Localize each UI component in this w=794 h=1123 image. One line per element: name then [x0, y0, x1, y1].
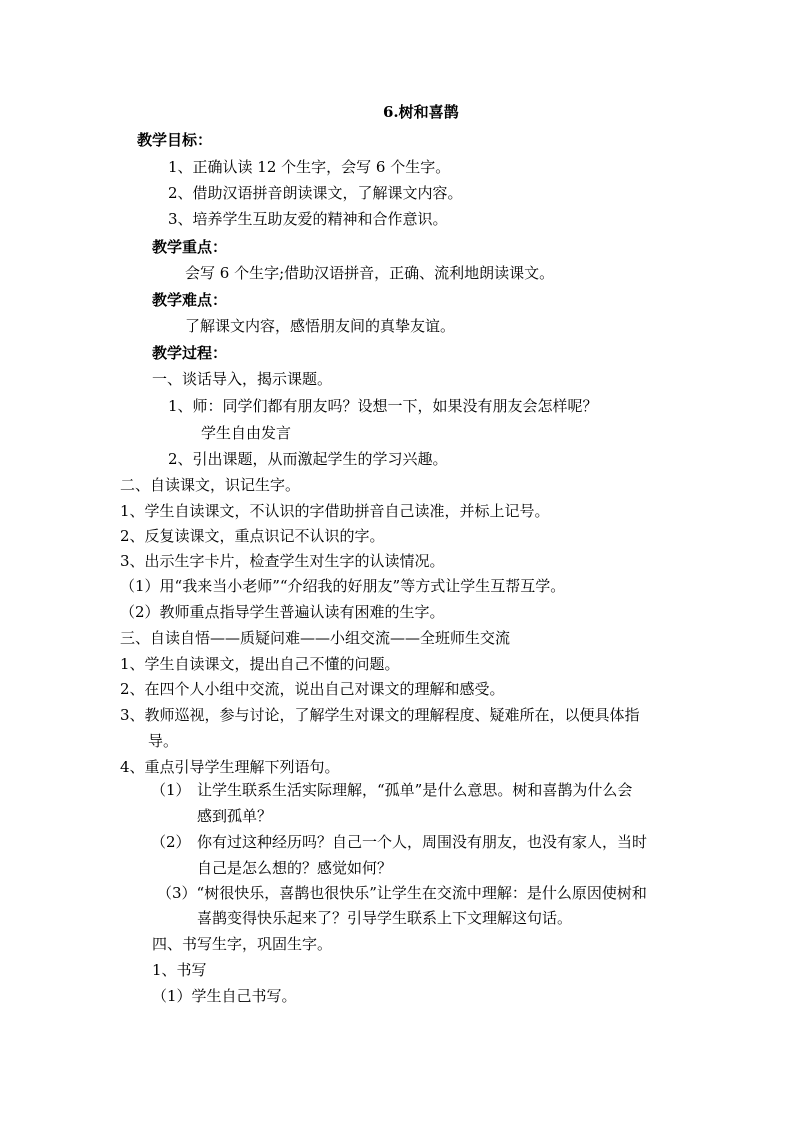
section-1-item: 2、引出课题，从而激起学生的学习兴趣。	[168, 450, 448, 468]
section-1-subitem: 学生自由发言	[201, 424, 292, 442]
key-heading: 教学重点：	[152, 238, 228, 256]
section-1-item: 1、师：同学们都有朋友吗？设想一下，如果没有朋友会怎样呢？	[168, 397, 598, 415]
question-number: （1）	[151, 781, 191, 799]
section-2-item: 1、学生自读课文，不认识的字借助拼音自己读准，并标上记号。	[120, 502, 550, 520]
section-3-item: 1、学生自读课文，提出自己不懂的问题。	[120, 655, 400, 673]
section-3-item-cont: 导。	[148, 732, 179, 750]
question-text-cont: 喜鹊变得快乐起来了？引导学生联系上下文理解这句话。	[197, 909, 573, 927]
section-3-heading: 三、自读自悟——质疑问难——小组交流——全班师生交流	[120, 629, 511, 647]
question-text: 让学生联系生活实际理解，“孤单”是什么意思。树和喜鹊为什么会	[197, 781, 633, 799]
question-text-cont: 感到孤单？	[197, 807, 273, 825]
section-3-item: 4、重点引导学生理解下列语句。	[120, 758, 340, 776]
goals-heading: 教学目标：	[137, 131, 213, 149]
question-text: 你有过这种经历吗？自己一个人，周围没有朋友，也没有家人，当时	[197, 833, 648, 851]
section-1-heading: 一、谈话导入，揭示课题。	[152, 370, 333, 388]
section-2-item: 2、反复读课文，重点识记不认识的字。	[120, 527, 385, 545]
section-4-item: 1、书写	[152, 961, 207, 979]
section-2-item: 3、出示生字卡片，检查学生对生字的认读情况。	[120, 552, 445, 570]
goal-item: 2、借助汉语拼音朗读课文，了解课文内容。	[168, 184, 463, 202]
key-text: 会写 6 个生字;借助汉语拼音，正确、流利地朗读课文。	[185, 264, 555, 282]
question-text: （3）“树很快乐，喜鹊也很快乐”让学生在交流中理解：是什么原因使树和	[157, 884, 647, 902]
goal-item: 1、正确认读 12 个生字，会写 6 个生字。	[168, 158, 451, 176]
section-2-heading: 二、自读课文，识记生字。	[120, 476, 301, 494]
section-3-item: 2、在四个人小组中交流，说出自己对课文的理解和感受。	[120, 680, 505, 698]
page-title: 6.树和喜鹊	[383, 103, 459, 121]
question-text-cont: 自己是怎么想的？感觉如何？	[197, 859, 393, 877]
difficulty-text: 了解课文内容，感悟朋友间的真挚友谊。	[185, 317, 456, 335]
section-2-item: （1）用“我来当小老师”“介绍我的好朋友”等方式让学生互帮互学。	[120, 577, 566, 595]
goal-item: 3、培养学生互助友爱的精神和合作意识。	[168, 210, 448, 228]
question-number: （2）	[151, 833, 191, 851]
process-heading: 教学过程：	[152, 344, 228, 362]
difficulty-heading: 教学难点：	[152, 291, 228, 309]
section-2-item: （2）教师重点指导学生普遍认读有困难的生字。	[120, 603, 445, 621]
section-4-subitem: （1）学生自己书写。	[152, 987, 297, 1005]
section-3-item: 3、教师巡视，参与讨论，了解学生对课文的理解程度、疑难所在，以便具体指	[120, 706, 640, 724]
section-4-heading: 四、书写生字，巩固生字。	[152, 935, 333, 953]
